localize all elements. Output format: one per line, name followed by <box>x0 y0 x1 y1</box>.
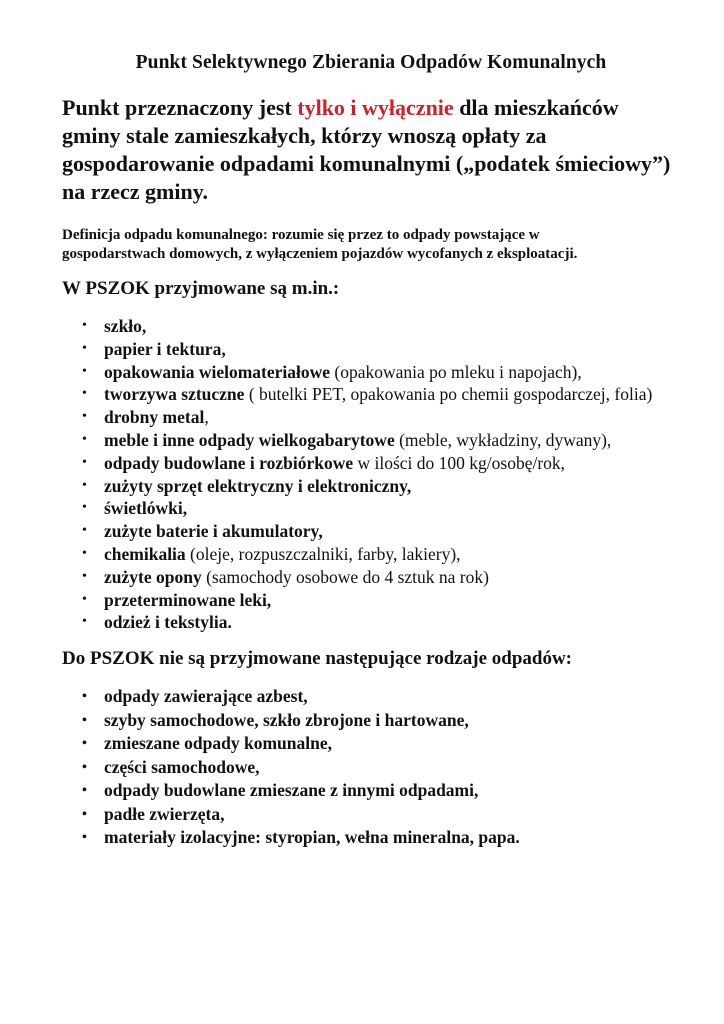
accepted-list-item <box>62 452 664 475</box>
bullet-icon: • <box>82 830 87 846</box>
accepted-list-item <box>62 497 664 520</box>
rejected-list-item <box>62 756 664 780</box>
bullet-icon: • <box>82 477 87 493</box>
item-name: odzież i tekstylia. <box>104 612 232 633</box>
rejected-list-item <box>62 685 664 709</box>
bullet-icon: • <box>82 500 87 516</box>
item-name: papier i tektura, <box>104 338 226 359</box>
item-name: zużyte opony <box>104 566 202 587</box>
item-name: części samochodowe, <box>104 756 260 777</box>
item-name: meble i inne odpady wielkogabarytowe <box>104 429 395 450</box>
bullet-icon: • <box>82 431 87 447</box>
bullet-icon: • <box>82 783 87 799</box>
accepted-list-item <box>62 566 664 589</box>
bullet-icon: • <box>82 545 87 561</box>
bullet-icon: • <box>82 386 87 402</box>
accepted-list-item <box>62 475 664 498</box>
item-name: drobny metal <box>104 407 205 428</box>
accepted-list-item <box>62 429 664 452</box>
item-name: tworzywa sztuczne <box>104 384 245 405</box>
item-name: zużyty sprzęt elektryczny i elektroniczny, <box>104 475 412 496</box>
rejected-list-item <box>62 826 664 850</box>
item-name: materiały izolacyjne: styropian, wełna mineralna, papa. <box>104 827 520 848</box>
accepted-list-item <box>62 361 664 384</box>
document-title: Punkt Selektywnego Zbierania Odpadów Komunalnych <box>135 52 607 73</box>
accepted-list-item <box>62 338 664 361</box>
item-name: odpady budowlane i rozbiórkowe <box>104 452 354 473</box>
item-note: (meble, wykładziny, dywany), <box>394 429 612 450</box>
bullet-icon: • <box>82 712 87 728</box>
bullet-icon: • <box>82 759 87 775</box>
bullet-icon: • <box>82 591 87 607</box>
item-name: szyby samochodowe, szkło zbrojone i hartowane, <box>104 709 469 730</box>
item-name: odpady zawierające azbest, <box>104 686 308 707</box>
item-note: w ilości do 100 kg/osobę/rok, <box>353 452 566 473</box>
item-note: (opakowania po mleku i napojach), <box>330 361 582 382</box>
item-name: opakowania wielomateriałowe <box>104 361 331 382</box>
bullet-icon: • <box>82 736 87 752</box>
item-name: zmieszane odpady komunalne, <box>104 733 333 754</box>
item-note: (samochody osobowe do 4 sztuk na rok) <box>201 566 489 587</box>
definition-paragraph: Definicja odpadu komunalnego: rozumie się przez to odpady powstające w gospodarstwach domowych, z wyłączeniem pojazdów wycofanych z eksploatacji. <box>62 227 578 262</box>
accepted-waste-list <box>62 315 680 634</box>
lead-paragraph <box>62 94 680 206</box>
rejected-list-item <box>62 779 664 803</box>
bullet-icon: • <box>82 614 87 630</box>
bullet-icon: • <box>82 340 87 356</box>
item-name: odpady budowlane zmieszane z innymi odpadami, <box>104 780 479 801</box>
item-name: zużyte baterie i akumulatory, <box>104 521 323 542</box>
bullet-icon: • <box>82 363 87 379</box>
item-name: przeterminowane leki, <box>104 589 272 610</box>
accepted-list-item <box>62 383 664 406</box>
item-name: padłe zwierzęta, <box>104 803 225 824</box>
lead-text-end: dla mieszkańców gminy stale zamieszkałych, którzy wnoszą opłaty za gospodarowanie odpadami komunalnymi („podatek śmieciowy”) na rzecz gminy. <box>62 95 671 204</box>
bullet-icon: • <box>82 409 87 425</box>
item-name: szkło, <box>104 316 147 336</box>
item-name: świetlówki, <box>104 498 188 519</box>
bullet-icon: • <box>82 318 87 333</box>
accepted-list-item <box>62 520 664 543</box>
bullet-icon: • <box>82 689 87 705</box>
bullet-icon: • <box>82 568 87 584</box>
accepted-list-item <box>62 611 664 634</box>
item-note: , <box>204 407 209 428</box>
rejected-waste-list <box>62 685 680 850</box>
rejected-list-item <box>62 732 664 756</box>
lead-text-start: Punkt przeznaczony jest <box>62 95 298 120</box>
item-name: chemikalia <box>104 543 186 564</box>
bullet-icon: • <box>82 454 87 470</box>
accepted-list-item <box>62 589 664 612</box>
accepted-list-item <box>62 543 664 566</box>
item-note: ( butelki PET, opakowania po chemii gospodarczej, folia) <box>244 384 653 405</box>
bullet-icon: • <box>82 806 87 822</box>
accepted-heading: W PSZOK przyjmowane są m.in.: <box>62 278 340 299</box>
item-note: (oleje, rozpuszczalniki, farby, lakiery), <box>185 543 461 564</box>
rejected-heading: Do PSZOK nie są przyjmowane następujące rodzaje odpadów: <box>62 648 573 670</box>
accepted-list-item <box>62 406 664 429</box>
lead-highlight: tylko i wyłącznie <box>297 95 454 120</box>
accepted-list-item <box>62 315 664 338</box>
rejected-list-item <box>62 709 664 733</box>
bullet-icon: • <box>82 523 87 539</box>
rejected-list-item <box>62 803 664 827</box>
